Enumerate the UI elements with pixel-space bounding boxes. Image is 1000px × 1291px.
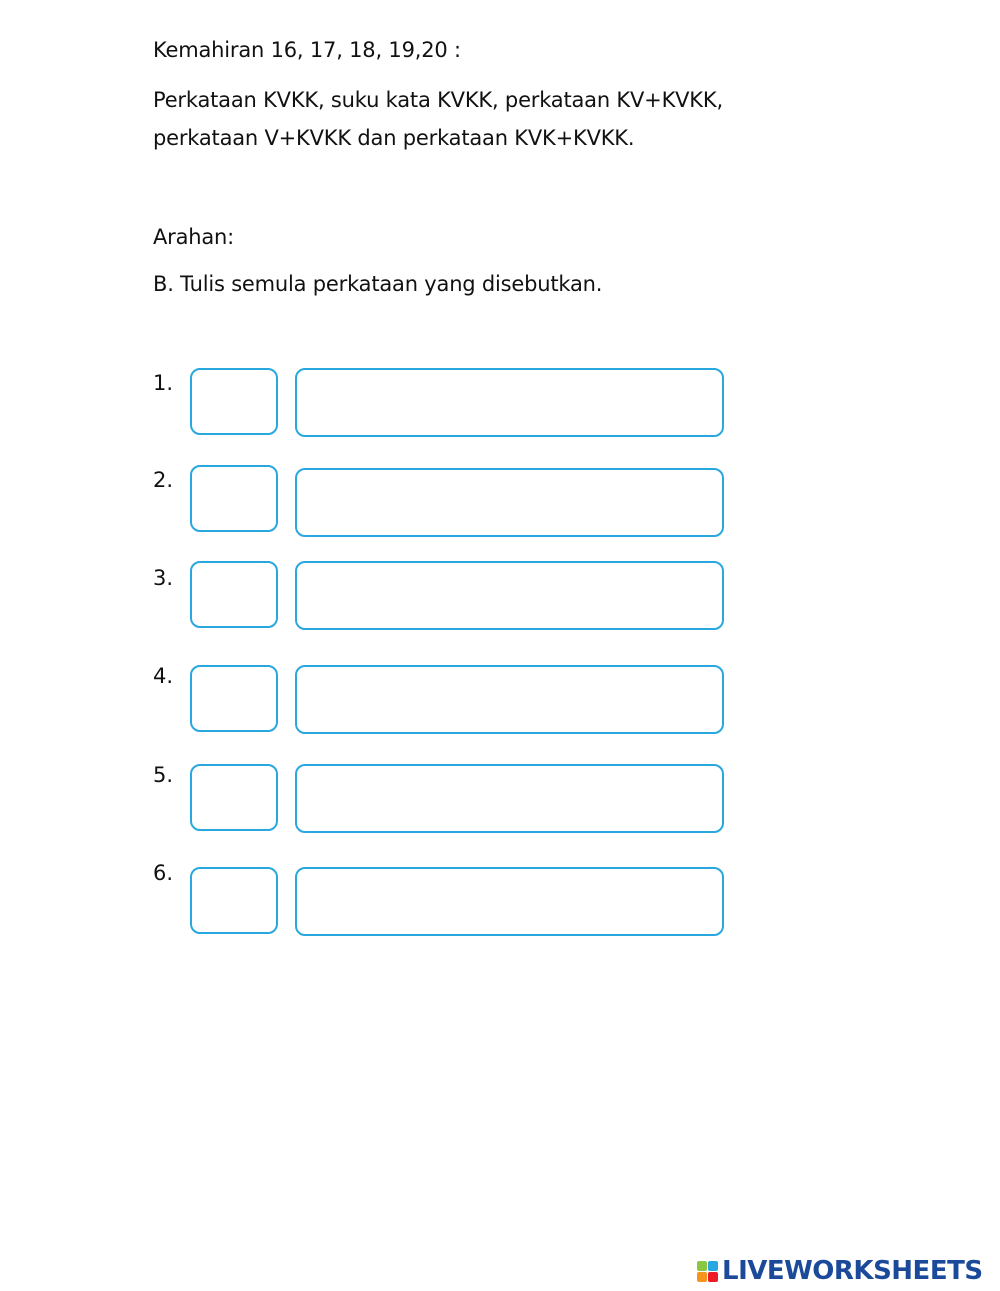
logo-mark-icon	[697, 1261, 718, 1282]
instructions-label: Arahan:	[153, 225, 235, 249]
answer-box-large-3[interactable]	[295, 561, 724, 630]
row-number: 4.	[153, 664, 174, 688]
answer-box-small-2[interactable]	[190, 465, 278, 532]
row-number: 3.	[153, 566, 174, 590]
instructions-task: B. Tulis semula perkataan yang disebutkan.	[153, 272, 603, 296]
row-number: 6.	[153, 861, 174, 885]
topic-line-1: Perkataan KVKK, suku kata KVKK, perkataan KV+KVKK,	[153, 88, 723, 112]
answer-box-large-1[interactable]	[295, 368, 724, 437]
answer-box-small-3[interactable]	[190, 561, 278, 628]
logo-text: LIVEWORKSHEETS	[722, 1256, 983, 1286]
liveworksheets-logo	[697, 1256, 983, 1286]
answer-box-large-4[interactable]	[295, 665, 724, 734]
skill-heading: Kemahiran 16, 17, 18, 19,20 :	[153, 38, 461, 62]
answer-box-large-5[interactable]	[295, 764, 724, 833]
row-number: 2.	[153, 468, 174, 492]
answer-box-large-2[interactable]	[295, 468, 724, 537]
answer-box-small-6[interactable]	[190, 867, 278, 934]
answer-box-small-1[interactable]	[190, 368, 278, 435]
topic-line-2: perkataan V+KVKK dan perkataan KVK+KVKK.	[153, 126, 635, 150]
answer-box-large-6[interactable]	[295, 867, 724, 936]
row-number: 5.	[153, 763, 174, 787]
answer-box-small-4[interactable]	[190, 665, 278, 732]
answer-box-small-5[interactable]	[190, 764, 278, 831]
row-number: 1.	[153, 371, 174, 395]
